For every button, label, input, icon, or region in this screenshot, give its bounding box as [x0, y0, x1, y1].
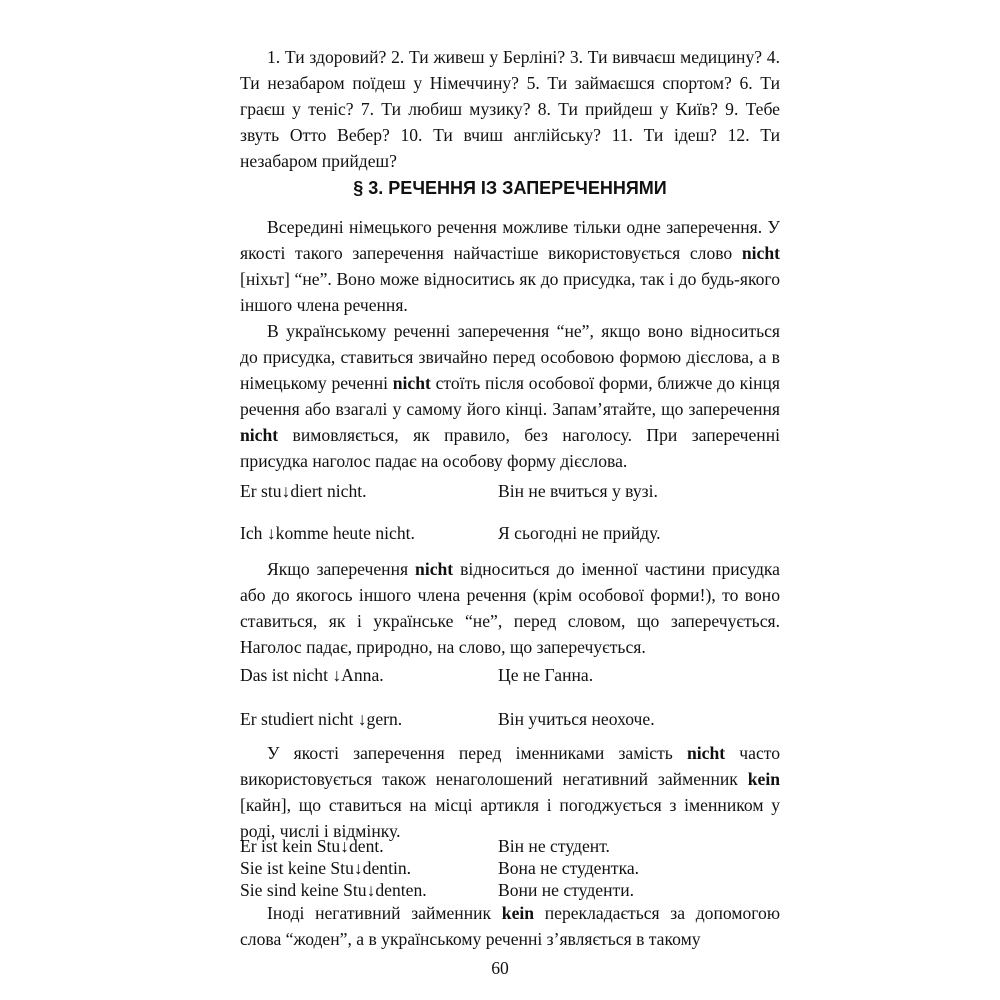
- example-ukrainian: Це не Ганна.: [498, 665, 594, 685]
- paragraph-4: [240, 740, 780, 844]
- p2-text-a: В українському реченні заперечення “не”, якщо воно відноситься до присудка, ставиться звичайно перед особовою формою дієслова, а в німецькому реченні: [240, 321, 780, 393]
- p4-text-c: часто використовується також ненаголошений негативний займенник: [240, 743, 781, 789]
- example-group: [240, 835, 800, 901]
- paragraph-3: [240, 556, 780, 660]
- paragraph-5: [240, 900, 780, 952]
- example-row: [240, 879, 800, 901]
- page-number: 60: [491, 958, 509, 978]
- p1-text-c: [ніхьт] “не”. Воно може відноситись як до присудка, так і до будь-якого іншого члена речення.: [240, 269, 780, 315]
- example-german: Das ist nicht ↓Anna.: [240, 665, 384, 685]
- example-german: Ich ↓komme heute nicht.: [240, 523, 415, 543]
- questions-paragraph: [240, 44, 780, 174]
- example-german: Er stu↓diert nicht.: [240, 481, 367, 501]
- p5-keyword-kein: kein: [501, 903, 535, 923]
- paragraph-1: [240, 214, 780, 318]
- p4-keyword-kein: kein: [747, 769, 780, 789]
- example-german: Sie sind keine Stu↓denten.: [240, 880, 427, 900]
- questions-text: 1. Ти здоровий? 2. Ти живеш у Берліні? 3. Ти вивчаєш медицину? 4. Ти незабаром поїдеш у Німеччину? 5. Ти займаєшся спортом? 6. Ти граєш у теніс? 7. Ти любиш музику? 8. Ти прийдеш у Київ? 9. Тебе звуть Отто Вебер? 10. Ти вчиш англійську? 11. Ти ідеш? 12. Ти незабаром прийдеш?: [240, 47, 780, 171]
- example-ukrainian: Вона не студентка.: [498, 858, 640, 878]
- p3-keyword-nicht: nicht: [415, 559, 454, 579]
- example-row: [240, 835, 800, 857]
- p1-keyword-nicht: nicht: [741, 243, 780, 263]
- example-ukrainian: Він не вчиться у вузі.: [498, 481, 658, 501]
- example-ukrainian: Він не студент.: [498, 836, 610, 856]
- p3-text-c: відноситься до іменної частини присудка або до якогось іншого члена речення (крім особової форми!), то воно ставиться, як і українське “не”, перед словом, що заперечується. Наголос падає, природно, на слово, що заперечується.: [240, 559, 780, 657]
- p1-text-a: Всередині німецького речення можливе тільки одне заперечення. У якості такого заперечення найчастіше використовується слово: [240, 217, 780, 263]
- example-ukrainian: Вони не студенти.: [498, 880, 635, 900]
- p5-text-a: Іноді негативний займенник: [267, 903, 502, 923]
- p4-keyword-nicht: nicht: [686, 743, 726, 763]
- example-ukrainian: Він учиться неохоче.: [498, 709, 655, 729]
- p5-text-c: перекладається за допомогою слова “жоден”, а в українському реченні з’являється в такому: [240, 903, 780, 949]
- section-heading: § 3. РЕЧЕННЯ ІЗ ЗАПЕРЕЧЕННЯМИ: [353, 178, 667, 198]
- paragraph-2: [240, 318, 780, 474]
- p4-text-a: У якості заперечення перед іменниками замість: [267, 743, 687, 763]
- p3-text-a: Якщо заперечення: [267, 559, 416, 579]
- p2-text-e: вимовляється, як правило, без наголосу. При запереченні присудка наголос падає на особову форму дієслова.: [240, 425, 780, 471]
- p2-text-c: стоїть після особової форми, ближче до кінця речення або взагалі у самому його кінці. Запам’ятайте, що заперечення: [240, 373, 780, 419]
- example-german: Er studiert nicht ↓gern.: [240, 709, 403, 729]
- p4-text-e: [кайн], що ставиться на місці артикля і погоджується з іменником у роді, числі і відмінку.: [240, 795, 780, 841]
- example-ukrainian: Я сьогодні не прийду.: [498, 523, 661, 543]
- example-row: [240, 857, 800, 879]
- p2-keyword-nicht-1: nicht: [392, 373, 431, 393]
- example-german: Sie ist keine Stu↓dentin.: [240, 858, 412, 878]
- example-german: Er ist kein Stu↓dent.: [240, 836, 384, 856]
- p2-keyword-nicht-2: nicht: [240, 425, 279, 445]
